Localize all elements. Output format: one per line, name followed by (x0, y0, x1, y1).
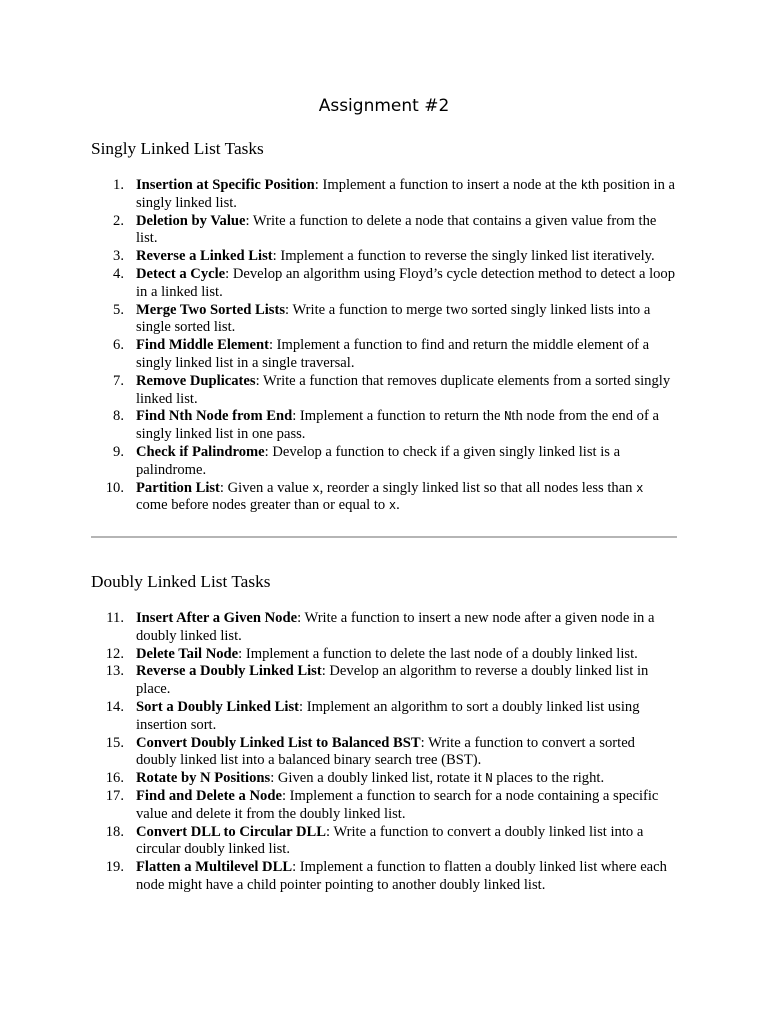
task-title: Find Nth Node from End (136, 408, 293, 425)
task-title: Remove Duplicates (136, 372, 256, 389)
task-title: Delete Tail Node (136, 645, 239, 662)
task-number: 15. (105, 734, 124, 751)
task-item (91, 408, 677, 444)
inline-code: x (636, 480, 644, 495)
task-title: Sort a Doubly Linked List (136, 698, 300, 715)
task-item (91, 699, 677, 735)
task-title: Check if Palindrome (136, 443, 265, 460)
task-number: 11. (106, 610, 124, 626)
task-number: 1. (113, 177, 124, 193)
inline-code: N (504, 409, 512, 424)
section-heading-doubly: Doubly Linked List Tasks (91, 572, 271, 591)
task-title: Flatten a Multilevel DLL (136, 859, 293, 876)
task-title: Find and Delete a Node (136, 787, 282, 804)
task-number: 6. (113, 337, 124, 354)
task-title: Insertion at Specific Position (136, 177, 315, 193)
task-title: Merge Two Sorted Lists (136, 301, 286, 318)
task-title: Rotate by N Positions (136, 770, 271, 787)
task-number: 10. (105, 479, 124, 496)
task-description: : Implement an algorithm to sort a doubly linked list using insertion sort. (136, 698, 640, 733)
task-description: : Implement a function to insert a node at the (314, 177, 581, 193)
task-number: 18. (105, 823, 124, 840)
task-description: th node from the end of a singly linked list in one pass. (136, 408, 659, 443)
task-description: : Implement a function to search for a node containing a specific value and delete it from the doubly linked list. (136, 787, 659, 822)
task-description: : Write a function that removes duplicate elements from a sorted singly linked list. (136, 372, 671, 407)
task-number: 4. (113, 265, 124, 282)
task-description: : Implement a function to flatten a doubly linked list where each node might have a child pointer pointing to another doubly linked list. (136, 859, 667, 893)
task-item (91, 337, 677, 373)
task-list-doubly (91, 610, 677, 895)
task-description: places to the right. (492, 770, 605, 787)
task-description: : Given a doubly linked list, rotate it (270, 770, 486, 787)
inline-code: N (485, 771, 493, 786)
inline-code: x (312, 480, 320, 495)
task-item (91, 770, 677, 788)
task-description: : Write a function to convert a doubly linked list into a circular doubly linked list. (136, 823, 644, 858)
task-description: : Implement a function to delete the last node of a doubly linked list. (238, 645, 638, 662)
task-description: : Write a function to convert a sorted doubly linked list into a balanced binary search tree (BST). (136, 734, 635, 769)
task-description: : Write a function to merge two sorted singly linked lists into a single sorted list. (136, 301, 651, 336)
document-title: Assignment #2 (318, 96, 450, 116)
task-item (91, 859, 677, 895)
task-item (91, 480, 677, 516)
task-description: . (396, 497, 400, 514)
task-item (91, 266, 677, 302)
task-number: 17. (105, 787, 124, 804)
inline-code: x (388, 498, 397, 513)
task-title: Find Middle Element (136, 337, 269, 354)
task-description: : Write a function to insert a new node after a given node in a doubly linked list. (136, 610, 655, 644)
task-description: come before nodes greater than or equal to (136, 497, 389, 514)
section-divider (91, 536, 677, 538)
task-description: , reorder a singly linked list so that all nodes less than (319, 479, 637, 496)
task-description: : Given a value (219, 479, 313, 496)
section-heading-singly: Singly Linked List Tasks (91, 139, 264, 158)
inline-code: k (580, 178, 588, 192)
task-description: th position in a singly linked list. (136, 177, 676, 211)
task-item (91, 663, 677, 699)
task-number: 13. (105, 663, 124, 680)
task-description: : Develop a function to check if a given singly linked list is a palindrome. (136, 443, 621, 478)
task-item (91, 444, 677, 480)
task-description: : Develop an algorithm to reverse a doubly linked list in place. (136, 663, 649, 698)
task-description: : Develop an algorithm using Floyd’s cycle detection method to detect a loop in a linked list. (136, 265, 676, 300)
task-number: 19. (105, 859, 124, 876)
task-description: : Implement a function to reverse the singly linked list iteratively. (272, 248, 655, 265)
task-number: 14. (105, 698, 124, 715)
task-title: Detect a Cycle (136, 265, 226, 282)
task-title: Reverse a Linked List (136, 248, 273, 265)
task-title: Convert Doubly Linked List to Balanced BST (136, 734, 421, 751)
task-item (91, 177, 677, 213)
task-title: Insert After a Given Node (136, 610, 298, 626)
task-number: 12. (105, 645, 124, 662)
task-title: Convert DLL to Circular DLL (136, 823, 326, 840)
task-item (91, 302, 677, 338)
task-item (91, 788, 677, 824)
task-item (91, 610, 677, 646)
task-number: 16. (105, 770, 124, 787)
task-number: 7. (113, 372, 124, 389)
task-item (91, 824, 677, 860)
task-number: 2. (113, 212, 124, 229)
task-title: Deletion by Value (136, 212, 246, 229)
task-description: : Implement a function to find and return the middle element of a singly linked list in a single traversal. (136, 337, 650, 371)
task-description: : Write a function to delete a node that contains a given value from the list. (136, 212, 657, 247)
task-number: 3. (113, 248, 124, 265)
task-title: Partition List (136, 479, 220, 496)
task-item (91, 735, 677, 771)
task-title: Reverse a Doubly Linked List (136, 663, 322, 680)
task-description: : Implement a function to return the (292, 408, 505, 425)
task-item (91, 213, 677, 249)
task-item (91, 373, 677, 409)
task-item (91, 248, 677, 266)
task-list-singly (91, 177, 677, 515)
task-number: 8. (113, 408, 124, 425)
task-item (91, 646, 677, 664)
task-number: 9. (113, 443, 124, 460)
task-number: 5. (113, 301, 124, 318)
